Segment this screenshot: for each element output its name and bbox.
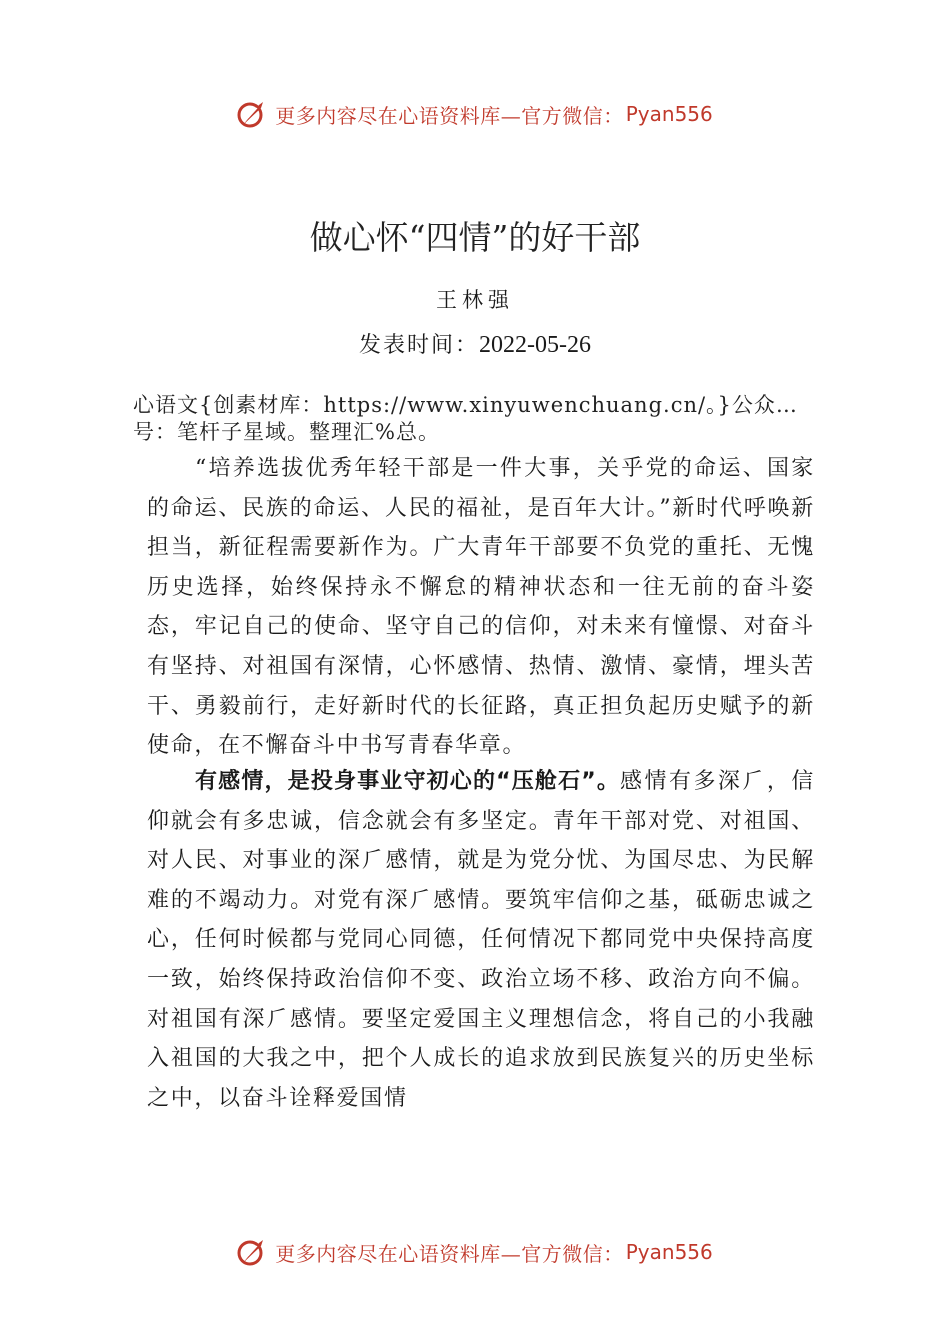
publish-date-value: 2022-05-26 — [479, 332, 591, 358]
article-author: 王林强 — [436, 288, 514, 312]
header-banner-text: 更多内容尽在心语资料库—官方微信： — [275, 103, 624, 128]
paragraph-1: “培养选拔优秀年轻干部是一件大事，关乎党的命运、国家的命运、民族的命运、人民的福祉，是百年大计。”新时代呼唤新担当，新征程需要新作为。广大青年干部要不负党的重托、无愧历史选择，始终保持永不懈怠的精神状态和一往无前的奋斗姿态，牢记自己的使命、坚守自己的信仰，对未来有憧憬、对奋斗有坚持、对祖国有深情，心怀感情、热情、激情、豪情，埋头苦干、勇毅前行，走好新时代的长征路，真正担负起历史赋予的新使命，在不懈奋斗中书写青春华章。 — [147, 456, 815, 759]
source-watermark: 心语文{创素材库：https://www.xinyuwenchuang.cn/。}公众…号：笔杆子星域。整理汇%总。 — [133, 393, 798, 444]
publish-date — [0, 328, 950, 359]
publish-date-label: 发表时间： — [359, 333, 480, 358]
paragraph-2-lead: 有感情，是投身事业守初心的“压舱石”。 — [195, 769, 621, 794]
footer-wechat-id: Pyan556 — [625, 1240, 713, 1264]
header-wechat-id: Pyan556 — [625, 102, 713, 126]
footer-banner — [0, 1232, 950, 1272]
paragraph-2 — [147, 762, 815, 1118]
footer-banner-text: 更多内容尽在心语资料库—官方微信： — [275, 1241, 624, 1266]
quill-pen-circle-icon — [237, 1237, 267, 1267]
paragraph-2-body: 感情有多深⺁，信仰就会有多忠诚，信念就会有多坚定。青年干部对党、对祖国、对人民、对事业的深⺁感情，就是为党分忧、为国尽忠、为民解难的不竭动力。对党有深⺁感情。要筑牢信仰之基，砥砺忠诚之心，任何时候都与党同心同德，任何情况下都同党中央保持高度一致，始终保持政治信仰不变、政治立场不移、政治方向不偏。对祖国有深⺁感情。要坚定爱国主义理想信念，将自己的小我融入祖国的大我之中，把个人成长的追求放到民族复兴的历史坐标之中，以奋斗诠释爱国情 — [147, 769, 815, 1111]
header-banner — [0, 94, 950, 134]
article-title: 做心怀“四情”的好干部 — [309, 218, 641, 257]
quill-pen-circle-icon — [237, 99, 267, 129]
